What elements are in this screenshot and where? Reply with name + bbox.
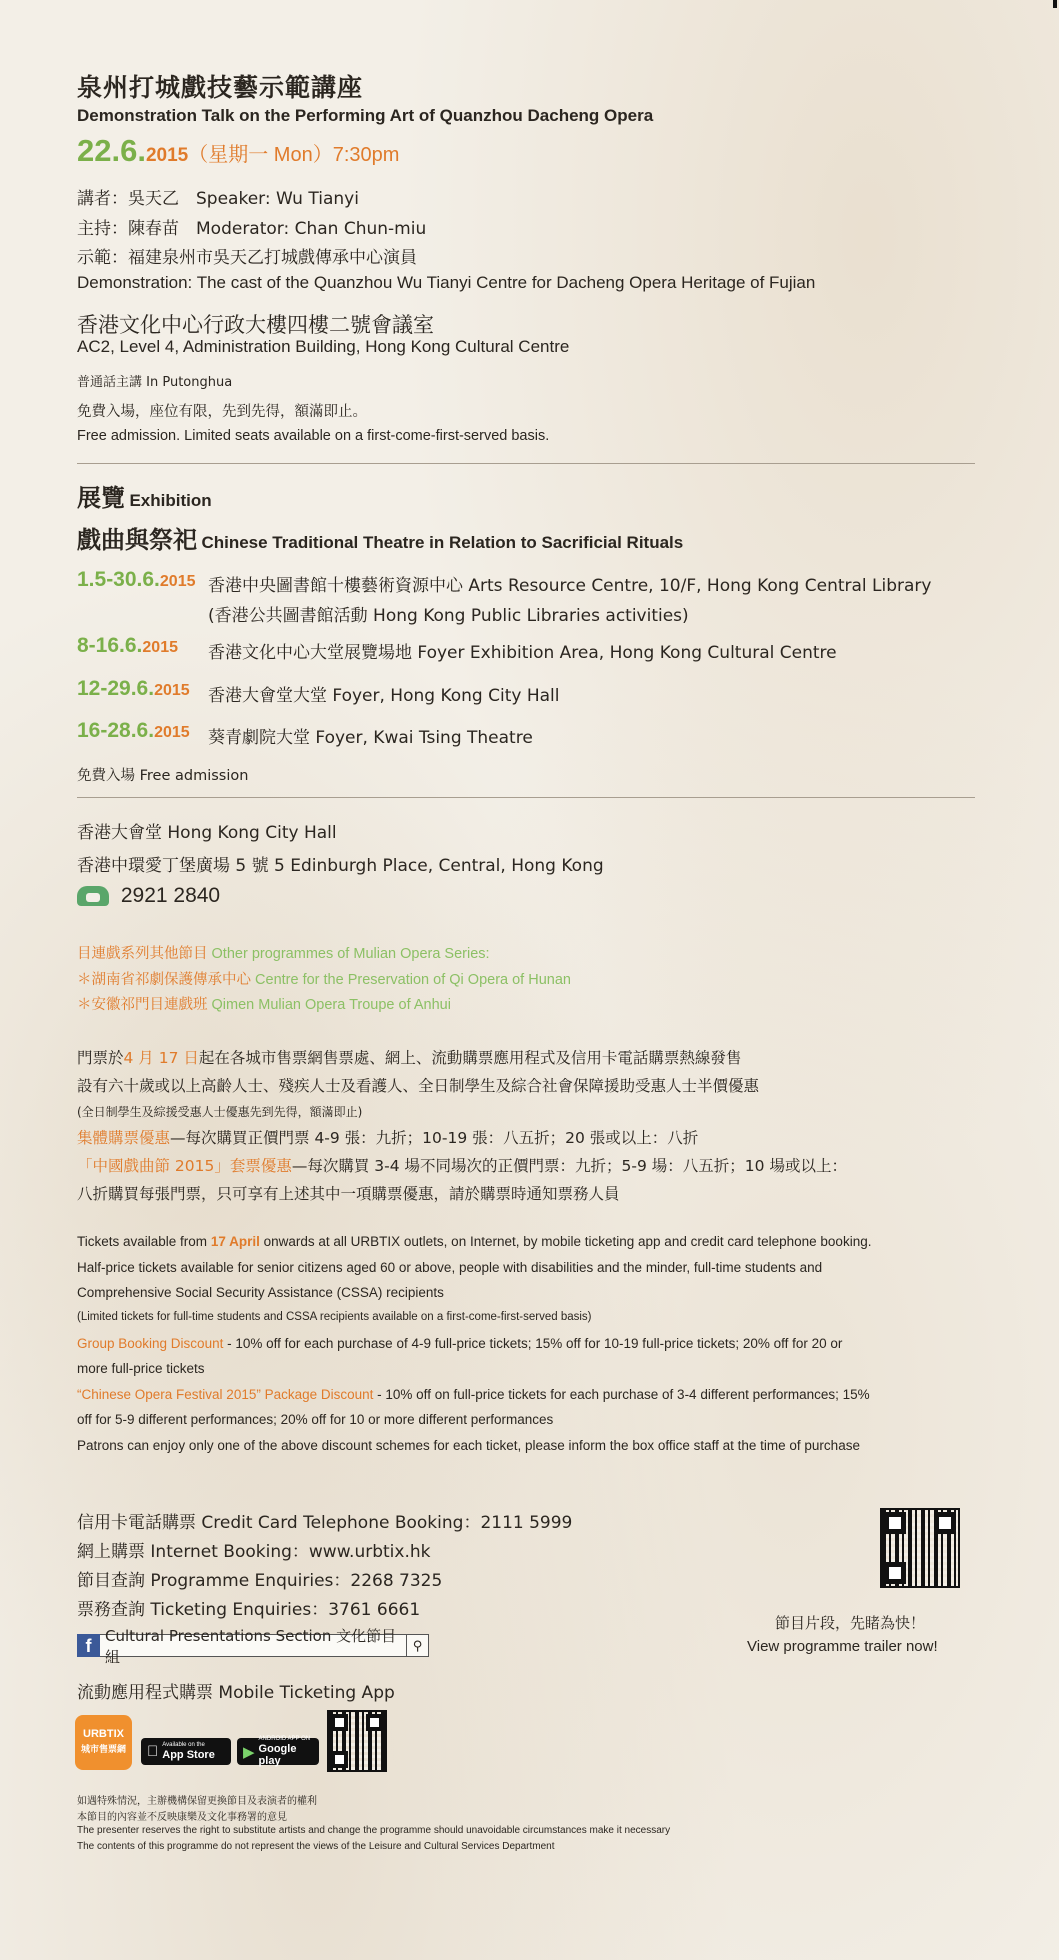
exhibition-venue-2: 香港文化中心大堂展覽場地 Foyer Exhibition Area, Hong Kong Cultural Centre [208,643,837,663]
app-store-badge[interactable] [141,1738,231,1765]
qr-corner-marker [366,1714,383,1731]
exhibition-date-3-day: 12-29.6. [77,677,155,700]
tickets-en-line1-pre: Tickets available from [77,1234,208,1249]
search-icon[interactable]: ⚲ [406,1635,428,1656]
talk-speaker: 講者：吳天乙 Speaker: Wu Tianyi [77,189,359,209]
tickets-en-package-line2: off for 5-9 different performances; 20% off for 10 or more different performances [77,1412,554,1427]
other-programmes-label-cn: 目連戲系列其他節目 [77,946,208,962]
exhibition-admission: 免費入場 Free admission [77,768,249,784]
tickets-en-package-text: - 10% off on full-price tickets for each purchase of 3-4 different performances; 15% [373,1387,870,1402]
tickets-en-patrons: Patrons can enjoy only one of the above discount schemes for each ticket, please inform the box office staff at the time of purchase [77,1438,860,1453]
tickets-en-line1-post: onwards at all URBTIX outlets, on Internet, by mobile ticketing app and credit card telephone booking. [263,1234,872,1249]
tickets-cn-line3: (全日制學生及綜援受惠人士優惠先到先得，額滿即止) [77,1105,363,1119]
facebook-icon: f [77,1634,100,1657]
mobile-app-label: 流動應用程式購票 Mobile Ticketing App [77,1683,395,1703]
venue-phone: 2921 2840 [120,884,221,907]
talk-language: 普通話主講 In Putonghua [77,375,233,390]
exhibition-date-4-day: 16-28.6. [77,719,155,742]
tickets-cn-line1-date: 4 月 17 日 [123,1049,199,1067]
tickets-cn-package-label: 「中國戲曲節 2015」套票優惠 [77,1157,292,1175]
urbtix-logo-en: URBTIX [83,1728,124,1740]
tickets-en-group-line2: more full-price tickets [77,1361,205,1376]
exhibition-heading-en: Exhibition [129,491,212,510]
talk-title-cn: 泉州打城戲技藝示範講座 [77,73,364,102]
disclaimer-en-2: The contents of this programme do not represent the views of the Leisure and Cultural Services Department [77,1841,555,1852]
qr-corner-marker [884,1562,906,1584]
talk-date-time: （星期一 Mon）7:30pm [188,144,400,166]
other-programmes-label [77,942,490,963]
other-programme-2 [77,993,451,1014]
exhibition-date-2-year: 2015 [142,639,178,656]
exhibition-date-4-year: 2015 [154,724,190,741]
qr-corner-marker [884,1512,906,1534]
qr-corner-marker [331,1714,348,1731]
exhibition-heading [77,478,212,513]
tickets-en-package [77,1387,870,1402]
scan-edge-mark [1053,0,1057,8]
contact-ticketing: 票務查詢 Ticketing Enquiries：3761 6661 [77,1600,421,1620]
venue-name: 香港大會堂 Hong Kong City Hall [77,823,337,843]
facebook-search-box[interactable] [77,1626,429,1666]
tickets-en-group-label: Group Booking Discount [77,1336,224,1351]
exhibition-date-1-day: 1.5-30.6. [77,568,160,591]
talk-moderator: 主持：陳春苗 Moderator: Chan Chun-miu [77,219,427,239]
google-play-badge[interactable] [237,1738,319,1765]
trailer-en: View programme trailer now! [747,1638,938,1655]
google-play-small-text: ANDROID APP ON [258,1736,311,1742]
contact-credit-card: 信用卡電話購票 Credit Card Telephone Booking：2111 5999 [77,1513,573,1533]
talk-admission-cn: 免費入場，座位有限，先到先得，額滿即止。 [77,404,367,420]
tickets-en-line1-date: 17 April [210,1234,260,1249]
tickets-cn-package-line2: 八折購買每張門票，只可享有上述其中一項購票優惠，請於購票時通知票務人員 [77,1185,620,1203]
exhibition-title-en: Chinese Traditional Theatre in Relation to Sacrificial Rituals [201,533,684,552]
exhibition-venue-4: 葵青劇院大堂 Foyer, Kwai Tsing Theatre [208,728,533,748]
exhibition-title [77,520,683,555]
exhibition-date-3-year: 2015 [154,682,190,699]
exhibition-date-2 [77,634,178,658]
disclaimer-en-1: The presenter reserves the right to substitute artists and change the programme should unavoidable circumstances make it necessary [77,1825,671,1836]
exhibition-venue-3: 香港大會堂大堂 Foyer, Hong Kong City Hall [208,686,560,706]
tickets-en-group [77,1336,842,1351]
telephone-icon [77,886,109,906]
urbtix-logo-cn: 城市售票網 [80,1745,126,1755]
tickets-cn-line1-post: 起在各城市售票網售票處、網上、流動購票應用程式及信用卡電話購票熱線發售 [198,1049,742,1067]
talk-date-day: 22.6. [77,133,146,168]
talk-venue-cn: 香港文化中心行政大樓四樓二號會議室 [77,313,434,337]
tickets-cn-group-label: 集體購票優惠 [77,1129,171,1147]
contact-programme: 節目查詢 Programme Enquiries：2268 7325 [77,1571,443,1591]
tickets-en-package-label: “Chinese Opera Festival 2015” Package Discount [77,1387,374,1402]
tickets-cn-package-text: —每次購買 3-4 場不同場次的正價門票：九折；5-9 場：八五折；10 場或以上： [291,1157,847,1175]
exhibition-title-cn: 戲曲與祭祀 [77,526,197,554]
other-programme-2-cn: ＊安徽祁門目連戲班 [77,997,208,1013]
other-programme-1-cn: ＊湖南省祁劇保護傳承中心 [77,972,251,988]
tickets-en-line2: Half-price tickets available for senior citizens aged 60 or above, people with disabilities and the minder, full-time students and [77,1260,823,1275]
tickets-en-group-text: - 10% off for each purchase of 4-9 full-price tickets; 15% off for 10-19 full-price tickets; 20% off for 20 or [223,1336,843,1351]
divider-1 [77,463,975,464]
other-programmes-label-en: Other programmes of Mulian Opera Series: [211,946,490,962]
exhibition-date-4 [77,719,190,743]
google-play-icon: ▶ [243,1743,255,1761]
trailer-qr-code[interactable] [880,1508,960,1588]
talk-date [77,133,399,169]
other-programme-1 [77,968,571,989]
tickets-cn-group [77,1126,698,1148]
tickets-cn-line2: 設有六十歲或以上高齡人士、殘疾人士及看護人、全日制學生及綜合社會保障援助受惠人士半價優惠 [77,1077,760,1095]
tickets-en-line1 [77,1234,871,1249]
qr-corner-marker [934,1512,956,1534]
exhibition-date-1 [77,568,196,592]
google-play-big-text: Google play [258,1743,297,1767]
facebook-page-name: Cultural Presentations Section 文化節目組 [105,1626,397,1666]
talk-title-en: Demonstration Talk on the Performing Art of Quanzhou Dacheng Opera [77,106,654,125]
mobile-app-qr-code[interactable] [327,1710,387,1772]
other-programme-1-en: Centre for the Preservation of Qi Opera of Hunan [255,972,571,988]
tickets-en-line3: Comprehensive Social Security Assistance (CSSA) recipients [77,1285,444,1300]
trailer-cn: 節目片段，先睹為快！ [775,1614,926,1632]
tickets-en-line4: (Limited tickets for full-time students and CSSA recipients available on a first-come-first-served basis) [77,1311,592,1323]
talk-demo-en: Demonstration: The cast of the Quanzhou Wu Tianyi Centre for Dacheng Opera Heritage of Fujian [77,273,816,292]
talk-date-year: 2015 [145,145,189,166]
venue-address: 香港中環愛丁堡廣場 5 號 5 Edinburgh Place, Central, Hong Kong [77,856,604,876]
talk-venue-en: AC2, Level 4, Administration Building, Hong Kong Cultural Centre [77,337,570,356]
apple-icon [147,1743,158,1760]
tickets-cn-line1 [77,1046,741,1068]
exhibition-heading-cn: 展覽 [77,484,125,512]
contact-internet: 網上購票 Internet Booking：www.urbtix.hk [77,1542,431,1562]
disclaimer-cn-1: 如遇特殊情況，主辦機構保留更換節目及表演者的權利 [77,1796,317,1807]
exhibition-library-note: (香港公共圖書館活動 Hong Kong Public Libraries activities) [208,606,689,626]
app-store-small-text: Available on the [151,1742,194,1748]
exhibition-date-1-year: 2015 [159,573,196,590]
talk-admission-en: Free admission. Limited seats available on a first-come-first-served basis. [77,428,550,444]
tickets-cn-package [77,1154,847,1176]
exhibition-date-2-day: 8-16.6. [77,634,143,657]
app-store-big-text: App Store [151,1749,204,1761]
venue-phone-row [77,884,220,908]
divider-2 [77,797,975,798]
other-programme-2-en: Qimen Mulian Opera Troupe of Anhui [211,997,451,1013]
disclaimer-cn-2: 本節目的內容並不反映康樂及文化事務署的意見 [77,1812,287,1823]
talk-demo-cn: 示範：福建泉州市吳天乙打城戲傳承中心演員 [77,248,417,268]
tickets-cn-line1-pre: 門票於 [77,1049,124,1067]
exhibition-venue-1: 香港中央圖書館十樓藝術資源中心 Arts Resource Centre, 10/F, Hong Kong Central Library [208,576,932,596]
tickets-cn-group-text: —每次購買正價門票 4-9 張：九折；10-19 張：八五折；20 張或以上：八折 [170,1129,699,1147]
exhibition-date-3 [77,677,190,701]
qr-corner-marker [331,1751,348,1768]
urbtix-app-logo[interactable] [75,1715,132,1770]
